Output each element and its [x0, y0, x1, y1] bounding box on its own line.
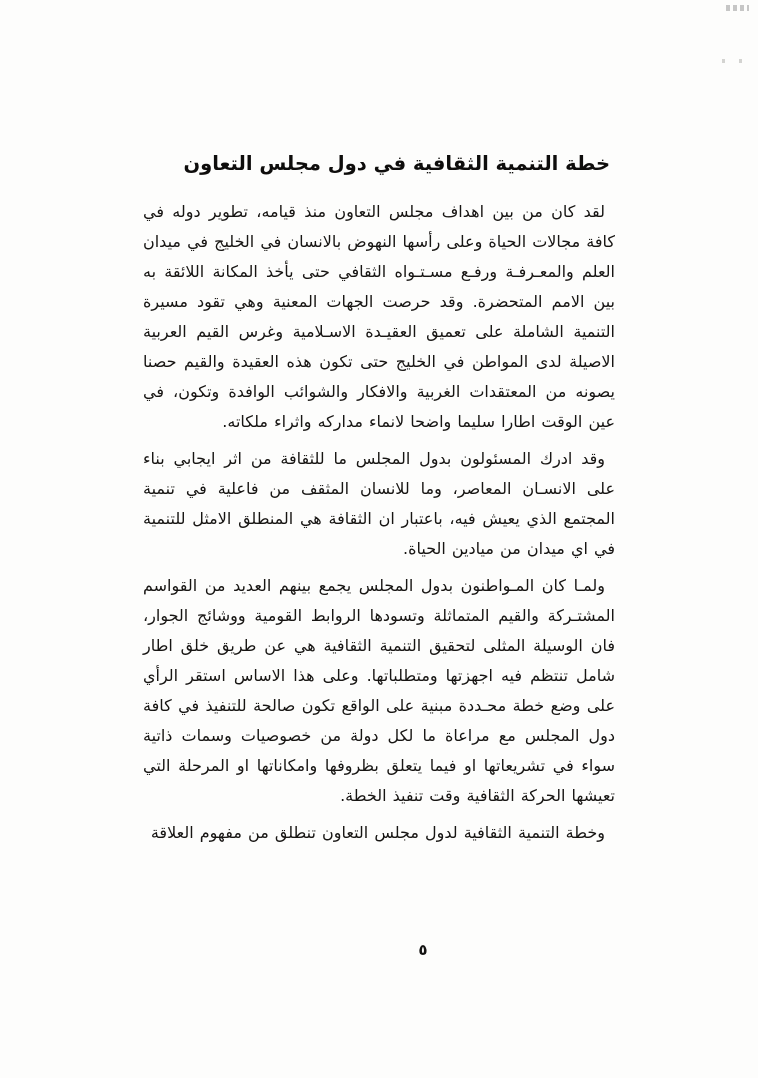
- page-number: ٥: [418, 941, 428, 959]
- body-paragraph: وقد ادرك المسئولون بدول المجلس ما للثقافة من اثر ايجابي بناء على الانسـان المعاصر، وما للانسان المثقف من فاعلية في تنمية المجتمع الذي يعيش فيه، باعتبار ان الثقافة هي المنطلق الامثل للتنمية في اي ميدان من ميادين الحياة.: [143, 449, 615, 558]
- scan-artifact-dashes: [726, 5, 749, 11]
- body-paragraph: ولمـا كان المـواطنون بدول المجلس يجمع بينهم العديد من القواسم المشتـركة والقيم المتماثلة وتسودها الروابط القومية ووشائج الجوار، فان الوسيلة المثلى لتحقيق التنمية الثقافية هي عن طريق خلق اطار شامل تنتظم فيه اجهزتها ومتطلباتها. وعلى هذا الاساس استقر الرأي على وضع خطة محـددة مبنية على الواقع تكون صالحة للتنفيذ في كافة دول المجلس مع مراعاة ما لكل دولة من خصوصيات وسمات ذاتية سواء في تشريعاتها او فيما يتعلق بظروفها وامكاناتها او المرحلة التي تعيشها الحركة الثقافية وقت تنفيذ الخطة.: [143, 576, 615, 805]
- body-paragraph: وخطة التنمية الثقافية لدول مجلس التعاون تنطلق من مفهوم العلاقة: [150, 823, 605, 842]
- page-title: خطة التنمية الثقافية في دول مجلس التعاون: [183, 152, 610, 175]
- body-paragraph: لقد كان من بين اهداف مجلس التعاون منذ قيامه، تطوير دوله في كافة مجالات الحياة وعلى رأسها النهوض بالانسان في الخليج في ميدان العلم والمعـرفـة ورفـع مسـتـواه الثقافي حتى يأخذ المكانة اللائقة به بين الامم المتحضرة. وقد حرصت الجهات المعنية وهي تقود مسيرة التنمية الشاملة على تعميق العقيـدة الاسـلامية وغرس القيم العربية الاصيلة لدى المواطن في الخليج حتى تكون هذه العقيدة والقيم حصنا يصونه من المعتقدات الغربية والافكار والشوائب الوافدة وتكون، في عين الوقت اطارا سليما واضحا لانماء مداركه واثراء ملكاته.: [142, 202, 615, 431]
- scan-artifact-dots: [722, 59, 750, 63]
- text-block: [143, 147, 615, 855]
